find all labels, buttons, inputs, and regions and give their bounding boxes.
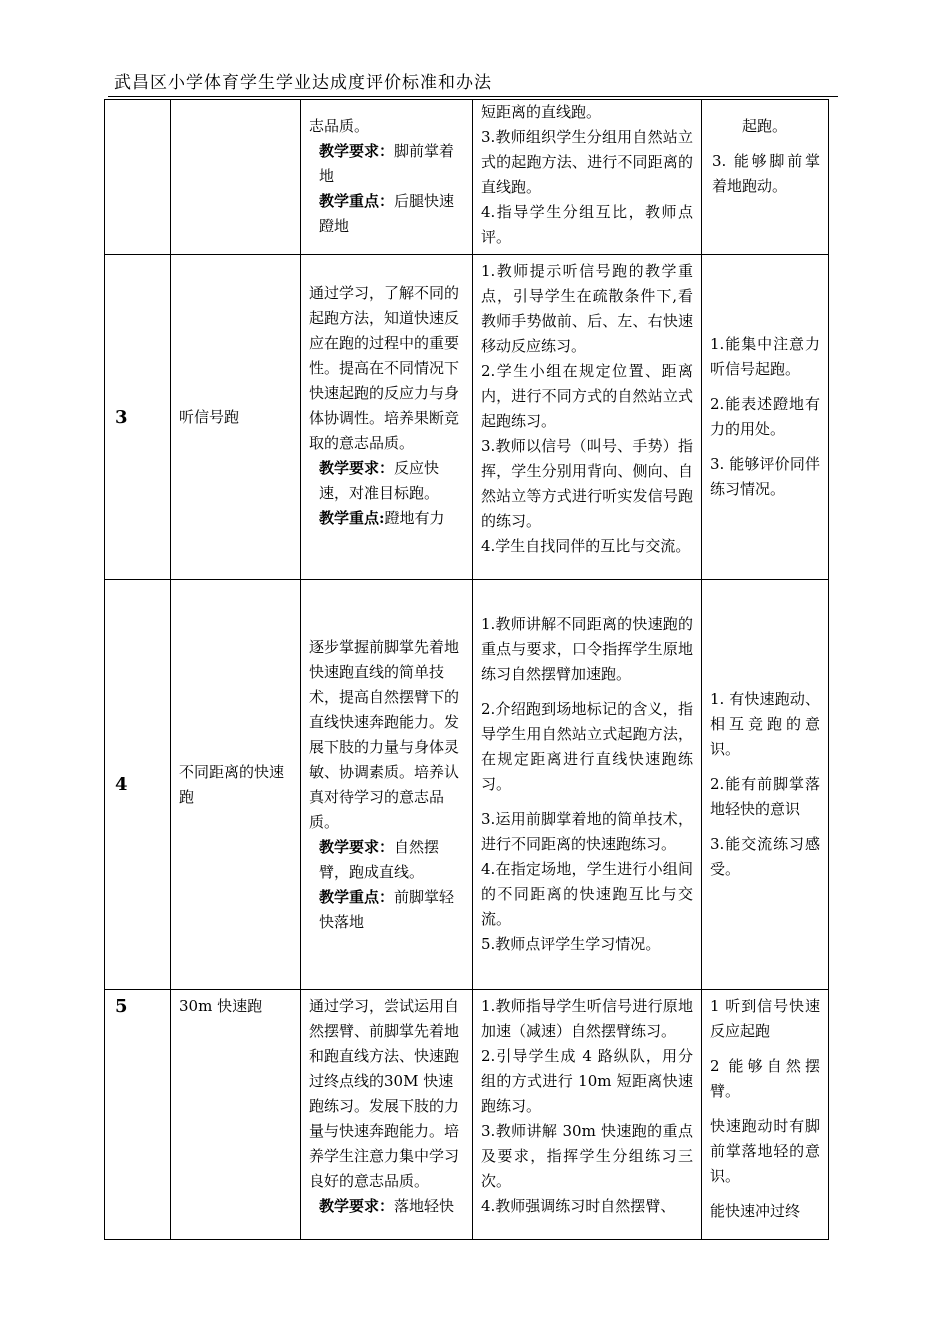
lesson-goal: 志品质。 — [309, 117, 370, 135]
focus-text: 后腿快速蹬地 — [319, 192, 455, 235]
requirement-text: 反应快速，对准目标跑。 — [319, 459, 440, 502]
page-header-title: 武昌区小学体育学生学业达成度评价标准和办法 — [114, 73, 492, 93]
process-step: 5.教师点评学生学习情况。 — [481, 935, 661, 953]
process-step: 1.教师提示听信号跑的教学重点，引导学生在疏散条件下,看教师手势做前、后、左、右快速移动反应练习。 — [481, 262, 693, 355]
row-number — [105, 100, 171, 255]
requirement-text: 脚前掌着地 — [319, 142, 455, 185]
evaluation-item: 1. 有快速跑动、相互竞跑的意识。 — [710, 690, 820, 758]
evaluation-item: 1 听到信号快速反应起跑 — [710, 997, 820, 1040]
lesson-goal: 逐步掌握前脚掌先着地快速跑直线的简单技术，提高自然摆臂下的直线快速奔跑能力。发展下肢的力量与身体灵敏、协调素质。培养认真对待学习的意志品质。 — [309, 637, 460, 831]
teaching-process-cell — [473, 255, 702, 580]
evaluation-table — [104, 99, 829, 1240]
teaching-focus — [309, 506, 464, 531]
process-step: 2.引导学生成 4 路纵队，用分组的方式进行 10m 短距离快速跑练习。 — [481, 1047, 693, 1115]
requirement-label: 教学要求： — [319, 142, 395, 160]
requirement-label: 教学要求： — [319, 1197, 395, 1215]
focus-text: 前脚掌轻快落地 — [319, 887, 455, 931]
lesson-name: 不同距离的快速跑 — [171, 580, 301, 990]
process-step: 4.在指定场地，学生进行小组间的不同距离的快速跑互比与交流。 — [481, 860, 693, 928]
requirement-text: 自然摆臂，跑成直线。 — [319, 837, 440, 881]
evaluation-item: 3.能交流练习感受。 — [710, 835, 820, 878]
row-number: 4 — [105, 580, 171, 990]
teaching-focus — [309, 189, 464, 239]
lesson-goal-cell — [301, 580, 473, 990]
requirement-text: 落地轻快 — [394, 1197, 455, 1215]
table-row — [105, 580, 829, 990]
process-step: 4.学生自找同伴的互比与交流。 — [481, 537, 691, 555]
evaluation-item: 能快速冲过终 — [710, 1202, 801, 1220]
evaluation-item: 2 能够自然摆臂。 — [710, 1057, 820, 1100]
row-number: 5 — [105, 990, 171, 1240]
teaching-requirement — [309, 456, 464, 506]
evaluation-item: 快速跑动时有脚前掌落地轻的意识。 — [710, 1117, 820, 1185]
evaluation-item: 1.能集中注意力听信号起跑。 — [710, 335, 820, 378]
lesson-goal-cell — [301, 255, 473, 580]
lesson-goal: 通过学习，了解不同的起跑方法，知道快速反应在跑的过程中的重要性。提高在不同情况下快速起跑的反应力与身体协调性。培养果断竞取的意志品质。 — [309, 284, 460, 452]
evaluation-item: 2.能表述蹬地有力的用处。 — [710, 395, 820, 438]
process-step: 2.介绍跑到场地标记的含义，指导学生用自然站立式起跑方法，在规定距离进行直线快速跑练习。 — [481, 700, 693, 793]
teaching-process-cell — [473, 990, 702, 1240]
process-step: 3.运用前脚掌着地的简单技术，进行不同距离的快速跑练习。 — [481, 810, 693, 853]
evaluation-cell — [702, 990, 829, 1240]
table-row — [105, 100, 829, 255]
teaching-requirement — [309, 139, 464, 189]
evaluation-cell — [702, 100, 829, 255]
teaching-process-cell — [473, 580, 702, 990]
focus-label: 教学重点： — [319, 192, 395, 210]
requirement-label: 教学要求： — [319, 837, 395, 856]
evaluation-item: 3. 能够脚前掌着地跑动。 — [712, 152, 820, 195]
process-step: 2.学生小组在规定位置、距离内，进行不同方式的自然站立式起跑练习。 — [481, 362, 693, 430]
lesson-goal-cell — [301, 100, 473, 255]
lesson-name — [171, 100, 301, 255]
process-step: 3.教师组织学生分组用自然站立式的起跑方法、进行不同距离的直线跑。 — [481, 128, 693, 196]
focus-label: 教学重点: — [319, 509, 385, 527]
requirement-label: 教学要求： — [319, 459, 395, 477]
evaluation-item: 2.能有前脚掌落地轻快的意识 — [710, 775, 820, 818]
header-divider — [108, 96, 838, 97]
lesson-name: 30m 快速跑 — [171, 990, 301, 1240]
process-step: 3.教师讲解 30m 快速跑的重点及要求，指挥学生分组练习三次。 — [481, 1122, 693, 1190]
evaluation-cell — [702, 580, 829, 990]
row-number: 3 — [105, 255, 171, 580]
lesson-name: 听信号跑 — [171, 255, 301, 580]
teaching-requirement — [309, 1194, 464, 1219]
process-step: 4.教师强调练习时自然摆臂、 — [481, 1197, 676, 1215]
focus-label: 教学重点： — [319, 887, 395, 906]
teaching-requirement — [309, 835, 464, 885]
process-step: 1.教师指导学生听信号进行原地加速（减速）自然摆臂练习。 — [481, 997, 693, 1040]
focus-text: 蹬地有力 — [384, 509, 445, 527]
table-row — [105, 990, 829, 1240]
evaluation-cell — [702, 255, 829, 580]
process-step: 1.教师讲解不同距离的快速跑的重点与要求，口令指挥学生原地练习自然摆臂加速跑。 — [481, 615, 693, 683]
table-row — [105, 255, 829, 580]
lesson-goal: 通过学习，尝试运用自然摆臂、前脚掌先着地和跑直线方法、快速跑过终点线的30M 快速跑练习。发展下肢的力量与快速奔跑能力。培养学生注意力集中学习良好的意志品质。 — [309, 997, 460, 1190]
lesson-goal-cell — [301, 990, 473, 1240]
process-step: 4.指导学生分组互比，教师点评。 — [481, 203, 693, 246]
process-step: 短距离的直线跑。 — [481, 103, 602, 121]
evaluation-item: 起跑。 — [742, 117, 788, 135]
evaluation-item: 3. 能够评价同伴练习情况。 — [710, 455, 820, 498]
teaching-process-cell — [473, 100, 702, 255]
process-step: 3.教师以信号（叫号、手势）指挥，学生分别用背向、侧向、自然站立等方式进行听实发信号跑的练习。 — [481, 437, 693, 530]
teaching-focus — [309, 885, 464, 935]
